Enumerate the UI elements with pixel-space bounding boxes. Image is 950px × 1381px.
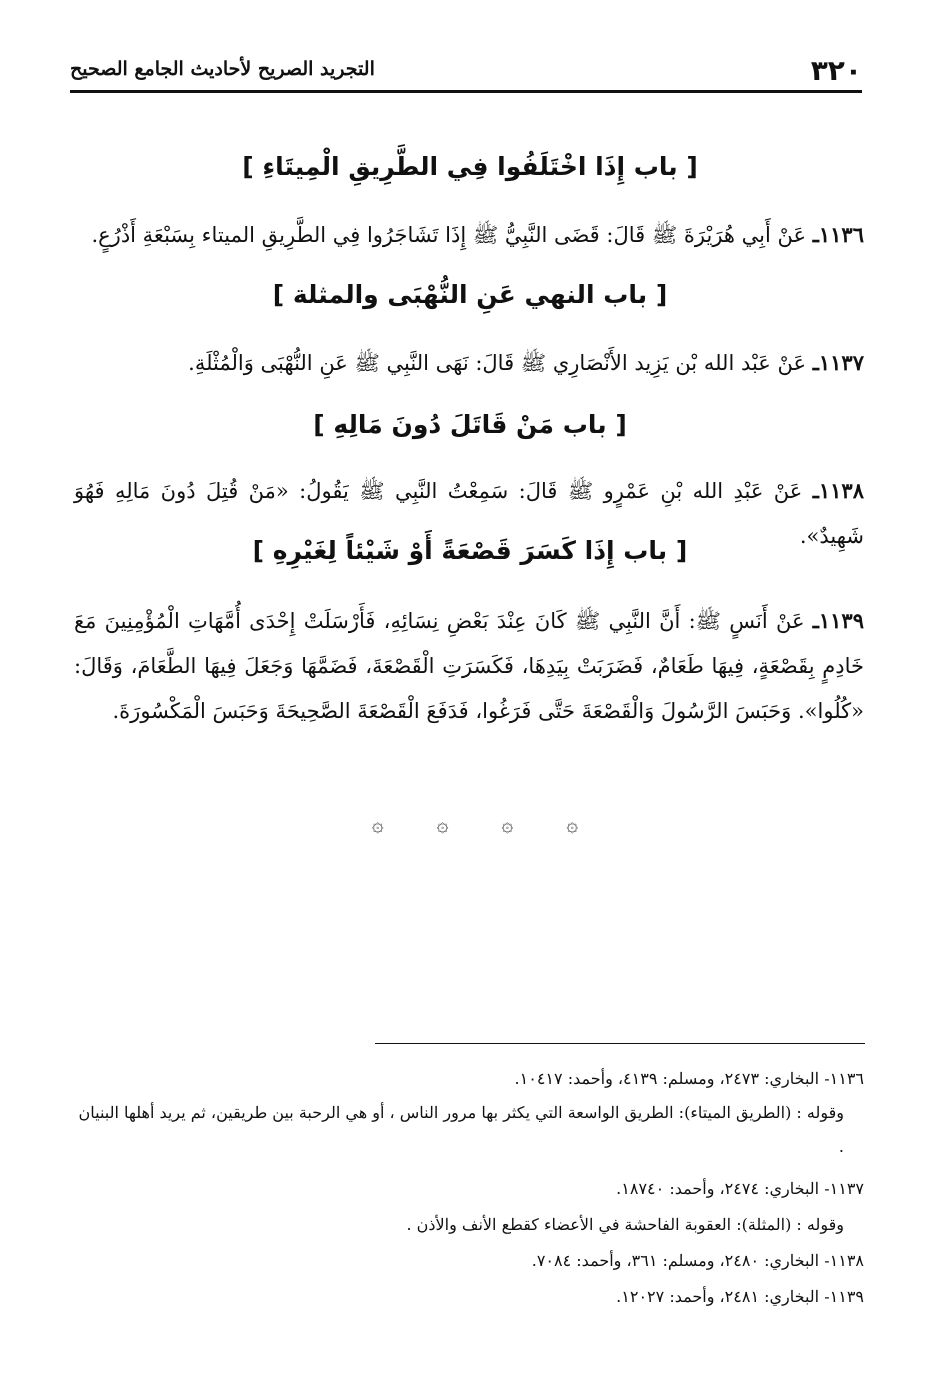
footnote: ١١٣٨- البخاري: ٢٤٨٠، ومسلم: ٣٦١، وأحمد: ٧٠٨٤. — [531, 1251, 864, 1270]
ornament-star-icon: ۞ — [566, 812, 579, 836]
footnote: ١١٣٦- البخاري: ٢٤٧٣، ومسلم: ٤١٣٩، وأحمد: ١٠٤١٧. — [514, 1069, 864, 1088]
hadith-text: عَنْ عَبْدِ الله بْنِ عَمْرٍو ﷺ قَالَ: سَمِعْتُ النَّبِي ﷺ يَقُولُ: «مَنْ قُتِلَ دُونَ مَالِهِ فَهُوَ شَهِيدٌ». — [74, 479, 864, 548]
chapter-heading: [ باب النهي عَنِ النُّهْبَى والمثلة ] — [272, 280, 668, 309]
ornament-star-icon: ۞ — [371, 812, 384, 836]
ornament-star-icon: ۞ — [501, 812, 514, 836]
hadith-text: عَنْ أَنَسٍ ﷺ: أَنَّ النَّبِي ﷺ كَانَ عِنْدَ بَعْضِ نِسَائِهِ، فَأَرْسَلَتْ إِحْدَى أُمَّهَاتِ الْمُؤْمِنِينَ مَعَ خَادِمٍ بِقَصْعَةٍ، فِيهَا طَعَامٌ، فَضَرَبَتْ بِيَدِهَا، فَكَسَرَتِ الْقَصْعَةَ، فَضَمَّهَا وَجَعَلَ فِيهَا الطَّعَامَ، وَقَالَ: «كُلُوا». وَحَبَسَ الرَّسُولَ وَالْقَصْعَةَ حَتَّى فَرَغُوا، فَدَفَعَ الْقَصْعَةَ الصَّحِيحَةَ وَحَبَسَ الْمَكْسُورَةَ. — [74, 609, 864, 723]
book-title: التجريد الصريح لأحاديث الجامع الصحيح — [70, 58, 375, 80]
footnote: وقوله : (المثلة): العقوبة الفاحشة في الأعضاء كقطع الأنف والأذن . — [406, 1215, 844, 1234]
footnote: ١١٣٧- البخاري: ٢٤٧٤، وأحمد: ١٨٧٤٠. — [616, 1179, 864, 1198]
footnote: وقوله : (الطريق الميتاء): الطريق الواسعة التي يكثر بها مرور الناس ، أو هي الرحبة بين طريقين، ثم يريد أهلها البنيان . — [78, 1103, 844, 1156]
chapter-heading: [ باب إِذَا كَسَرَ قَصْعَةً أَوْ شَيْئاً لِغَيْرِهِ ] — [252, 536, 688, 565]
chapter-heading: [ باب مَنْ قَاتَلَ دُونَ مَالِهِ ] — [313, 410, 627, 439]
section-end-ornaments — [0, 812, 950, 836]
hadith-text: عَنْ أَبِي هُرَيْرَةَ ﷺ قَالَ: قَضَى النَّبِيُّ ﷺ إِذَا تَشَاجَرُوا فِي الطَّرِيقِ الميتاء بِسَبْعَةِ أَذْرُعٍ. — [91, 223, 813, 247]
footnote-divider — [375, 1043, 865, 1044]
hadith-text: عَنْ عَبْد الله بْن يَزِيد الأَنْصَارِي ﷺ قَالَ: نَهَى النَّبِي ﷺ عَنِ النُّهْبَى وَالْمُثْلَةِ. — [188, 351, 813, 375]
page-number: ٣٢٠ — [810, 54, 862, 87]
chapter-heading: [ باب إِذَا اخْتَلَفُوا فِي الطَّرِيقِ الْمِيتَاءِ ] — [242, 152, 698, 181]
hadith-number: ١١٣٨ـ — [812, 478, 864, 503]
ornament-star-icon: ۞ — [436, 812, 449, 836]
hadith-number: ١١٣٧ـ — [812, 350, 864, 375]
running-header — [70, 50, 862, 93]
hadith-paragraph — [74, 212, 864, 258]
hadith-number: ١١٣٩ـ — [812, 608, 864, 633]
footnote: ١١٣٩- البخاري: ٢٤٨١، وأحمد: ١٢٠٢٧. — [616, 1287, 864, 1306]
hadith-paragraph — [74, 340, 864, 386]
hadith-paragraph — [74, 598, 864, 734]
hadith-number: ١١٣٦ـ — [812, 222, 864, 247]
